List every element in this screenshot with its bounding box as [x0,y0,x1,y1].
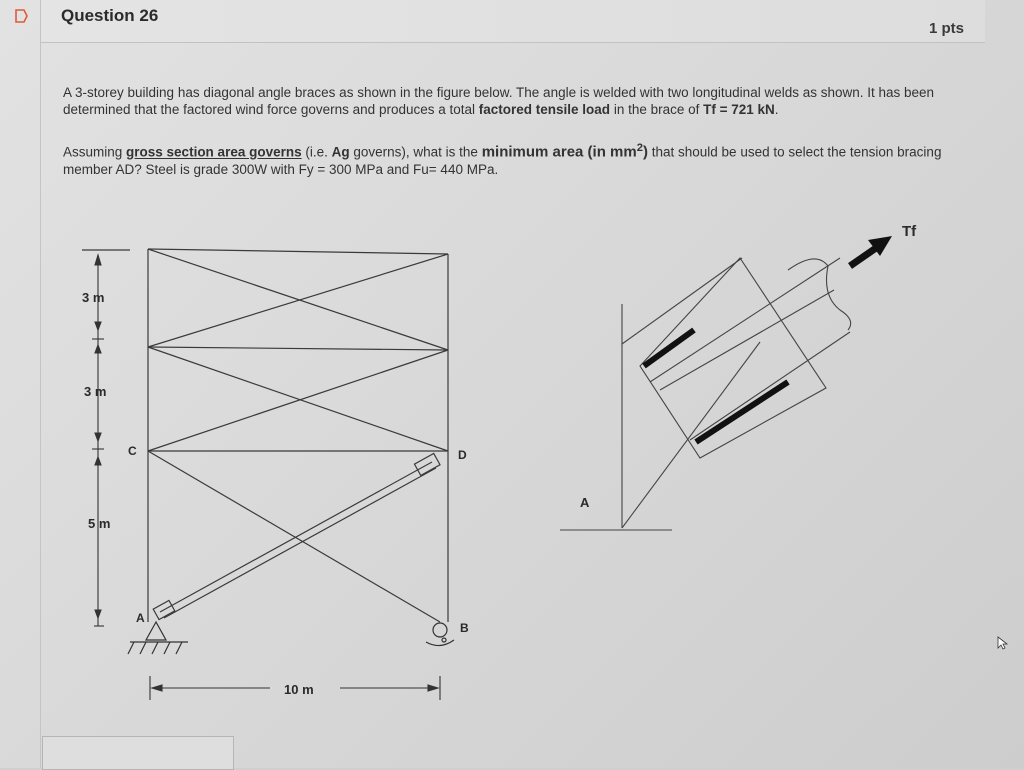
p1-load-value: Tf = 721 kN [703,102,775,117]
p1-period: . [774,102,779,117]
p2-text-4: that should be used to select the tension bracing member AD? Steel is grade 300W with Fy = 300 MPa and Fu= 440 MPa. [63,144,942,177]
weld-lower [696,382,788,442]
tension-force-arrow [850,236,892,266]
question-points: 1 pts [929,20,965,37]
p1-text: A 3-storey building has diagonal angle braces as shown in the figure below. The angle is welded with two longitudinal welds as shown. It has been determined that the factored wind force governs and produces a total [63,85,935,117]
p1-text-2: in the brace of [610,102,704,117]
node-label-b: B [460,621,469,635]
mouse-cursor-icon [997,636,1009,650]
p2-text-2: (i.e. [301,144,332,160]
p2-min-area: minimum area (in mm [481,143,637,161]
node-label-d: D [458,448,467,462]
p2-paren: ) [643,143,648,161]
detail-label-a: A [580,495,590,510]
node-label-c: C [128,444,137,458]
node-label-a: A [136,611,145,625]
dim-label-bot: 5 m [88,516,111,531]
answer-input[interactable] [42,736,234,770]
p2-underlined: gross section area governs [126,144,302,160]
p2-text: Assuming [63,144,127,160]
p2-superscript: 2 [636,142,643,154]
dim-label-mid: 3 m [84,384,107,399]
p2-text-3: governs), what is the [349,144,482,160]
detail-label-tf: Tf [902,223,917,240]
question-title: Question 26 [61,6,159,25]
dim-label-width: 10 m [284,682,314,697]
dim-label-top: 3 m [82,290,105,305]
p1-emphasis: factored tensile load [478,102,611,117]
p2-ag: Ag [331,144,350,160]
